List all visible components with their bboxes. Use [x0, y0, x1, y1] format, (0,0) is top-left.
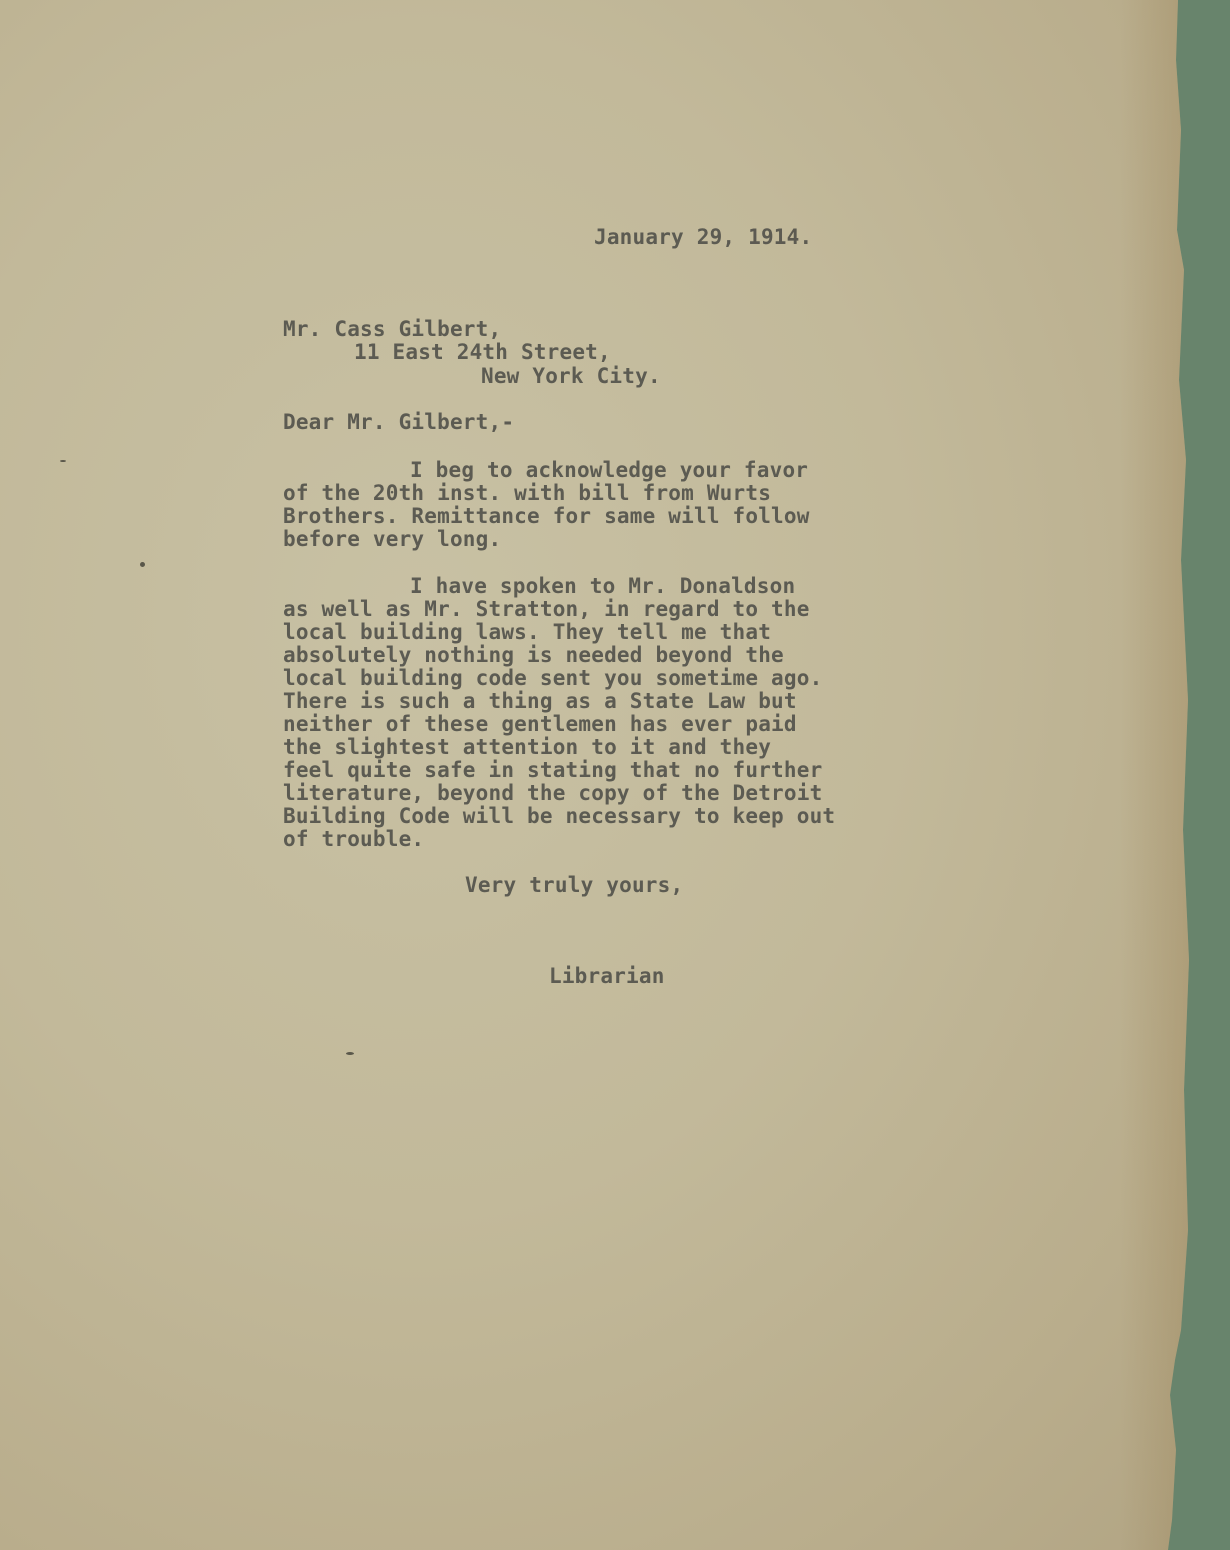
recipient-name: Mr. Cass Gilbert, [283, 317, 502, 341]
paragraph-1-line-1: I beg to acknowledge your favor [410, 458, 809, 482]
salutation: Dear Mr. Gilbert,- [283, 410, 515, 434]
paragraph-2-line-2: as well as Mr. Stratton, in regard to the [283, 597, 810, 621]
letter-date: January 29, 1914. [594, 225, 813, 249]
paragraph-2-line-3: local building laws. They tell me that [283, 620, 772, 644]
paragraph-2-line-1: I have spoken to Mr. Donaldson [410, 574, 796, 598]
paragraph-2-line-12: of trouble. [283, 827, 425, 851]
paragraph-2-line-6: There is such a thing as a State Law but [283, 689, 797, 713]
paragraph-2-line-11: Building Code will be necessary to keep out [283, 804, 836, 828]
paragraph-2-line-4: absolutely nothing is needed beyond the [283, 643, 784, 667]
paragraph-2-line-7: neither of these gentlemen has ever paid [283, 712, 797, 736]
signature-title: Librarian [549, 964, 665, 988]
paper-speck [60, 460, 66, 462]
paragraph-1-line-4: before very long. [283, 527, 502, 551]
paragraph-2-line-9: feel quite safe in stating that no further [283, 758, 823, 782]
recipient-street: 11 East 24th Street, [354, 340, 611, 364]
paragraph-1-line-2: of the 20th inst. with bill from Wurts [283, 481, 772, 505]
paper-speck [346, 1052, 354, 1055]
paper-speck [140, 562, 145, 567]
paragraph-2-line-8: the slightest attention to it and they [283, 735, 772, 759]
closing: Very truly yours, [465, 873, 684, 897]
paragraph-1-line-3: Brothers. Remittance for same will follow [283, 504, 810, 528]
paragraph-2-line-10: literature, beyond the copy of the Detroit [283, 781, 823, 805]
recipient-city: New York City. [481, 364, 661, 388]
paragraph-2-line-5: local building code sent you sometime ago. [283, 666, 823, 690]
